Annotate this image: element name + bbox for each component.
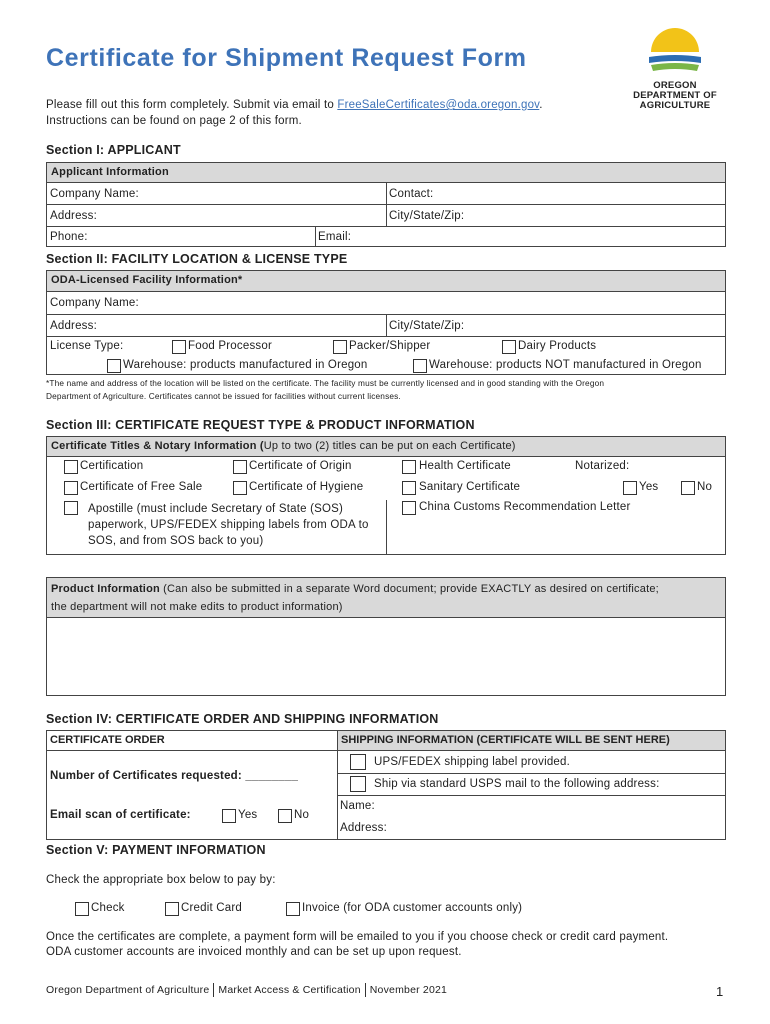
- certificate-hygiene-label: Certificate of Hygiene: [249, 481, 364, 493]
- invoice-label: Invoice (for ODA customer accounts only): [302, 902, 523, 914]
- order-shipping-table: [46, 730, 726, 840]
- notarized-yes-checkbox[interactable]: [623, 481, 637, 495]
- certificate-hygiene-checkbox[interactable]: [233, 481, 247, 495]
- logo-line-3: AGRICULTURE: [639, 100, 711, 111]
- food-processor-label: Food Processor: [188, 340, 272, 352]
- invoice-checkbox[interactable]: [286, 902, 300, 916]
- email-field[interactable]: Email:: [318, 231, 352, 243]
- packer-shipper-checkbox[interactable]: [333, 340, 347, 354]
- health-certificate-label: Health Certificate: [419, 460, 511, 472]
- facility-company-name-field[interactable]: Company Name:: [50, 297, 139, 309]
- number-requested-field[interactable]: Number of Certificates requested: ________: [50, 770, 299, 782]
- email-link[interactable]: FreeSaleCertificates@oda.oregon.gov: [337, 99, 540, 111]
- footer-division: Market Access & Certification: [218, 983, 361, 996]
- notarized-label: Notarized:: [575, 460, 630, 472]
- email-scan-yes-label: Yes: [238, 809, 258, 821]
- china-customs-checkbox[interactable]: [402, 501, 416, 515]
- dairy-products-label: Dairy Products: [518, 340, 597, 352]
- email-scan-yes-checkbox[interactable]: [222, 809, 236, 823]
- warehouse-oregon-label: Warehouse: products manufactured in Oregon: [123, 359, 368, 371]
- oda-logo: [626, 26, 724, 111]
- section-3-heading: Section III: CERTIFICATE REQUEST TYPE & PRODUCT INFORMATION: [46, 418, 475, 432]
- section-4-heading: Section IV: CERTIFICATE ORDER AND SHIPPING INFORMATION: [46, 712, 439, 726]
- sanitary-certificate-label: Sanitary Certificate: [419, 481, 521, 493]
- section-5-heading: Section V: PAYMENT INFORMATION: [46, 843, 266, 857]
- section-2-heading: Section II: FACILITY LOCATION & LICENSE TYPE: [46, 252, 348, 266]
- packer-shipper-label: Packer/Shipper: [349, 340, 431, 352]
- credit-card-checkbox[interactable]: [165, 902, 179, 916]
- china-customs-label: China Customs Recommendation Letter: [419, 501, 631, 513]
- ups-fedex-checkbox[interactable]: [350, 754, 366, 770]
- facility-address-field[interactable]: Address:: [50, 320, 97, 332]
- health-certificate-checkbox[interactable]: [402, 460, 416, 474]
- apostille-label: Apostille (must include Secretary of State (SOS) paperwork, UPS/FEDEX shipping labels from ODA to SOS, and from SOS back to you): [88, 503, 369, 547]
- facility-city-state-zip-field[interactable]: City/State/Zip:: [389, 320, 465, 332]
- product-info-table: [46, 577, 726, 696]
- shipping-header: SHIPPING INFORMATION (CERTIFICATE WILL BE SENT HERE): [338, 731, 725, 751]
- applicant-table: [46, 162, 726, 247]
- product-info-header: Product Information (Can also be submitted in a separate Word document; provide EXACTLY as desired on certificate; the department will not make edits to product information): [47, 578, 725, 618]
- usps-checkbox[interactable]: [350, 776, 366, 792]
- company-name-field[interactable]: Company Name:: [50, 188, 139, 200]
- facility-table-header: ODA-Licensed Facility Information*: [47, 271, 725, 292]
- payment-instruction: Check the appropriate box below to pay by:: [46, 874, 276, 886]
- footer-date: November 2021: [369, 983, 448, 996]
- certificate-titles-table: [46, 436, 726, 555]
- city-state-zip-field[interactable]: City/State/Zip:: [389, 210, 465, 222]
- sanitary-certificate-checkbox[interactable]: [402, 481, 416, 495]
- payment-paragraph: Once the certificates are complete, a payment form will be emailed to you if you choose check or credit card payment. ODA customer accounts are invoiced monthly and can be set up upon request.: [46, 931, 669, 958]
- apostille-checkbox[interactable]: [64, 501, 78, 515]
- form-title: Certificate for Shipment Request Form: [46, 44, 527, 72]
- facility-table: [46, 270, 726, 375]
- footer-org: Oregon Department of Agriculture: [46, 983, 210, 996]
- order-header: CERTIFICATE ORDER: [47, 731, 337, 751]
- warehouse-oregon-checkbox[interactable]: [107, 359, 121, 373]
- footer: [46, 983, 447, 997]
- food-processor-checkbox[interactable]: [172, 340, 186, 354]
- contact-field[interactable]: Contact:: [389, 188, 434, 200]
- shipping-name-field[interactable]: Name:: [340, 800, 375, 812]
- ups-fedex-label: UPS/FEDEX shipping label provided.: [374, 756, 571, 768]
- page-number: 1: [716, 984, 724, 999]
- product-info-input[interactable]: [47, 618, 725, 695]
- email-scan-no-checkbox[interactable]: [278, 809, 292, 823]
- shipping-address-field[interactable]: Address:: [340, 822, 387, 834]
- oda-logo-icon: [645, 26, 705, 78]
- certificate-free-sale-checkbox[interactable]: [64, 481, 78, 495]
- dairy-products-checkbox[interactable]: [502, 340, 516, 354]
- usps-label: Ship via standard USPS mail to the following address:: [374, 778, 660, 790]
- check-payment-checkbox[interactable]: [75, 902, 89, 916]
- applicant-table-header: Applicant Information: [47, 163, 725, 183]
- address-field[interactable]: Address:: [50, 210, 97, 222]
- intro-text: Please fill out this form completely. Submit via email to FreeSaleCertificates@oda.oregon.gov. Instructions can be found on page 2 of this form.: [46, 99, 543, 127]
- check-payment-label: Check: [91, 902, 125, 914]
- certification-label: Certification: [80, 460, 144, 472]
- facility-note: *The name and address of the location will be listed on the certificate. The facility must be currently licensed and in good standing with the Oregon Department of Agriculture. Certificates cannot be issued for facilities without current licenses.: [46, 378, 605, 401]
- notarized-no-checkbox[interactable]: [681, 481, 695, 495]
- credit-card-label: Credit Card: [181, 902, 242, 914]
- email-scan-no-label: No: [294, 809, 310, 821]
- email-scan-label: Email scan of certificate:: [50, 809, 191, 821]
- certificate-of-origin-label: Certificate of Origin: [249, 460, 352, 472]
- certificate-titles-header: Certificate Titles & Notary Information (Up to two (2) titles can be put on each Certificate): [47, 437, 725, 457]
- license-type-label: License Type:: [50, 340, 124, 352]
- warehouse-not-oregon-checkbox[interactable]: [413, 359, 427, 373]
- phone-field[interactable]: Phone:: [50, 231, 88, 243]
- certification-checkbox[interactable]: [64, 460, 78, 474]
- logo-line-2: DEPARTMENT OF: [633, 90, 717, 101]
- logo-line-1: OREGON: [653, 80, 697, 91]
- certificate-of-origin-checkbox[interactable]: [233, 460, 247, 474]
- notarized-yes-label: Yes: [639, 481, 659, 493]
- warehouse-not-oregon-label: Warehouse: products NOT manufactured in Oregon: [429, 359, 702, 371]
- certificate-free-sale-label: Certificate of Free Sale: [80, 481, 203, 493]
- notarized-no-label: No: [697, 481, 713, 493]
- section-1-heading: Section I: APPLICANT: [46, 143, 181, 157]
